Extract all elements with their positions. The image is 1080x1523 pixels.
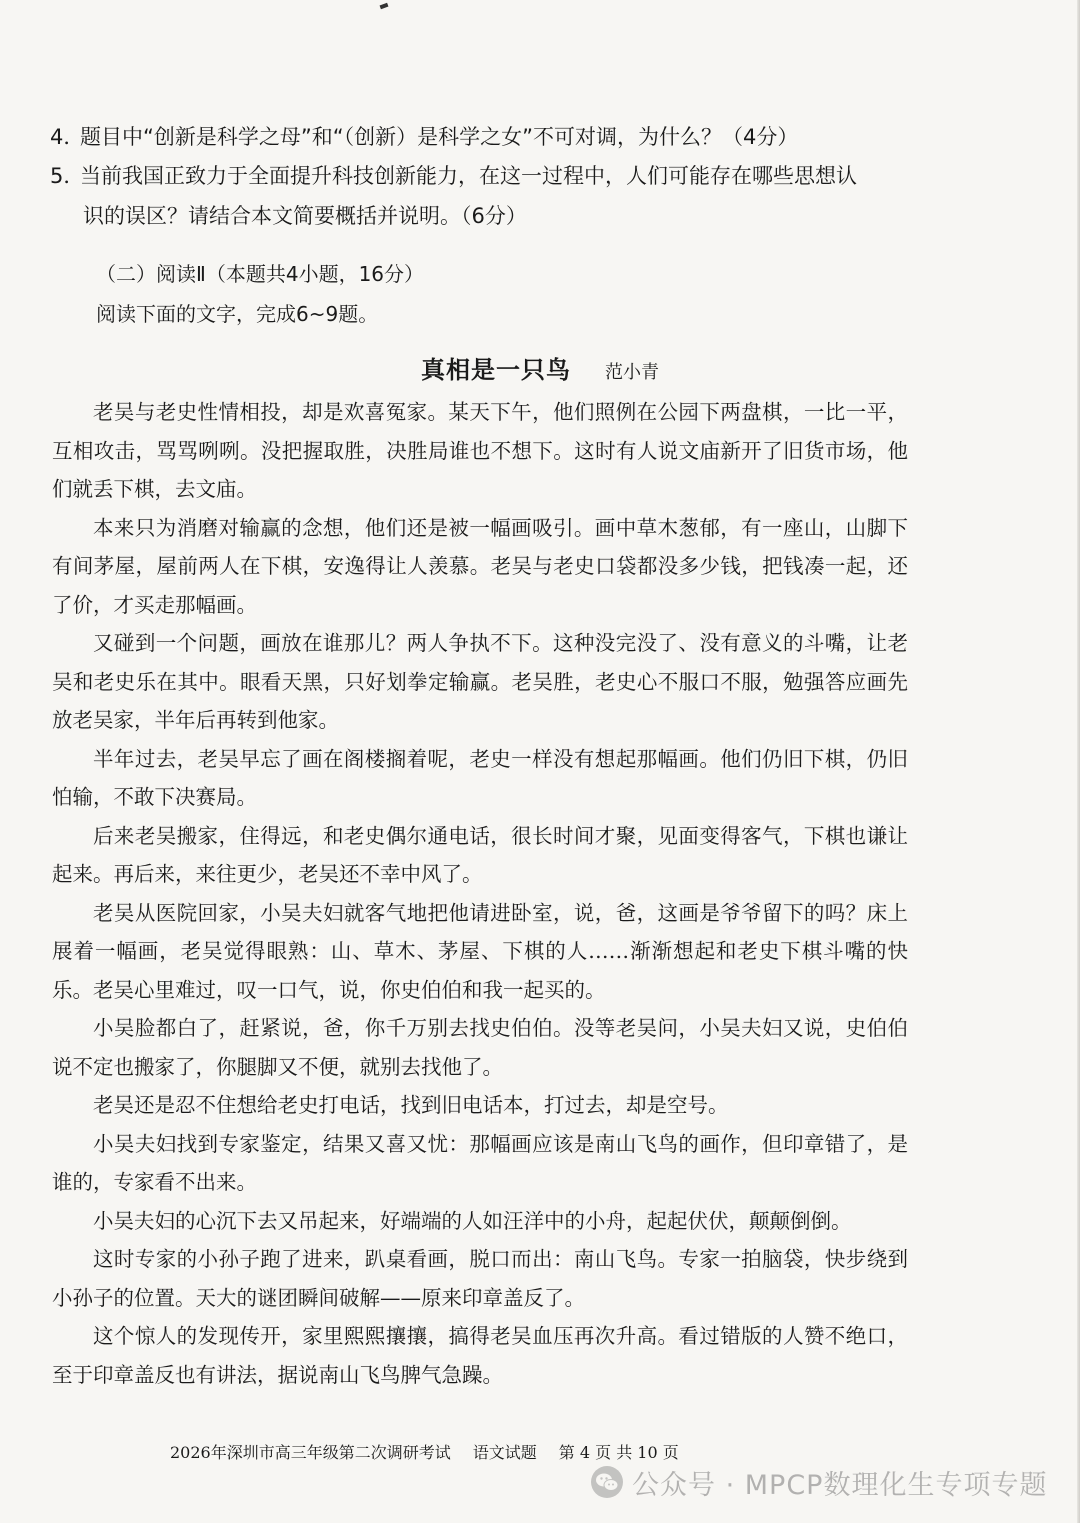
footer-exam-name: 2026年深圳市高三年级第二次调研考试 [170,1443,451,1462]
story-paragraph: 小吴脸都白了，赶紧说，爸，你千万别去找史伯伯。没等老吴问，小吴夫妇又说，史伯伯说不定也搬家了，你腿脚又不便，就别去找他了。 [52,1016,908,1079]
question-5 [50,157,910,195]
story-title: 真相是一只鸟 [421,356,571,384]
question-4 [50,118,910,156]
section-heading: （二）阅读Ⅱ（本题共4小题，16分） [96,262,425,286]
watermark [590,1457,1047,1507]
story-paragraph: 这个惊人的发现传开，家里熙熙攘攘，搞得老吴血压再次升高。看过错版的人赞不绝口，至于印章盖反也有讲法，据说南山飞鸟脾气急躁。 [52,1324,908,1387]
footer-page-number: 第 4 页 共 10 页 [558,1443,679,1462]
scan-mark [380,3,389,9]
question-text: 题目中“创新是科学之母”和“（创新）是科学之女”不可对调，为什么？（4分） [80,125,799,149]
question-5-continuation: 识的误区？请结合本文简要概括并说明。（6分） [83,204,527,228]
reading-instruction: 阅读下面的文字，完成6~9题。 [96,302,379,326]
story-paragraph: 老吴从医院回家，小吴夫妇就客气地把他请进卧室，说，爸，这画是爷爷留下的吗？床上展着一幅画，老吴觉得眼熟：山、草木、茅屋、下棋的人……渐渐想起和老史下棋斗嘴的快乐。老吴心里难过，叹一口气，说，你史伯伯和我一起买的。 [52,900,908,1002]
story-title-row [0,350,1080,393]
story-paragraph: 本来只为消磨对输赢的念想，他们还是被一幅画吸引。画中草木葱郁，有一座山，山脚下有间茅屋，屋前两人在下棋，安逸得让人羡慕。老吴与老史口袋都没多少钱，把钱凑一起，还了价，才买走那幅画。 [52,515,908,617]
story-paragraph: 小吴夫妇的心沉下去又吊起来，好端端的人如汪洋中的小舟，起起伏伏，颠颠倒倒。 [93,1208,852,1233]
story-paragraph: 半年过去，老吴早忘了画在阁楼搁着呢，老史一样没有想起那幅画。他们仍旧下棋，仍旧怕输，不敢下决赛局。 [52,746,908,809]
wechat-icon [590,1465,624,1499]
footer-subject: 语文试题 [472,1443,537,1462]
story-paragraph: 这时专家的小孙子跑了进来，趴桌看画，脱口而出：南山飞鸟。专家一拍脑袋，快步绕到小孙子的位置。天大的谜团瞬间破解——原来印章盖反了。 [52,1247,908,1310]
story-paragraph: 老吴还是忍不住想给老史打电话，找到旧电话本，打过去，却是空号。 [93,1093,729,1117]
question-text: 当前我国正致力于全面提升科技创新能力，在这一过程中，人们可能存在哪些思想认 [80,164,857,188]
story-paragraph: 老吴与老史性情相投，却是欢喜冤家。某天下午，他们照例在公园下两盘棋，一比一平，互相攻击，骂骂咧咧。没把握取胜，决胜局谁也不想下。这时有人说文庙新开了旧货市场，他们就丢下棋，去文庙。 [52,400,908,501]
story-paragraph: 又碰到一个问题，画放在谁那儿？两人争执不下。这种没完没了、没有意义的斗嘴，让老吴和老史乐在其中。眼看天黑，只好划拳定输赢。老吴胜，老史心不服口不服，勉强答应画先放老吴家，半年后再转到他家。 [52,631,908,732]
question-number: 4． [50,125,85,149]
story-paragraph: 小吴夫妇找到专家鉴定，结果又喜又忧：那幅画应该是南山飞鸟的画作，但印章错了，是谁的，专家看不出来。 [52,1131,908,1194]
watermark-text: 公众号 · MPCP数理化生专项专题 [632,1469,1048,1501]
story-body [52,393,908,1394]
story-paragraph: 后来老吴搬家，住得远，和老史偶尔通电话，很长时间才聚，见面变得客气，下棋也谦让起来。再后来，来往更少，老吴还不幸中风了。 [52,823,908,886]
story-author: 范小青 [605,362,659,383]
question-number: 5． [50,164,85,188]
